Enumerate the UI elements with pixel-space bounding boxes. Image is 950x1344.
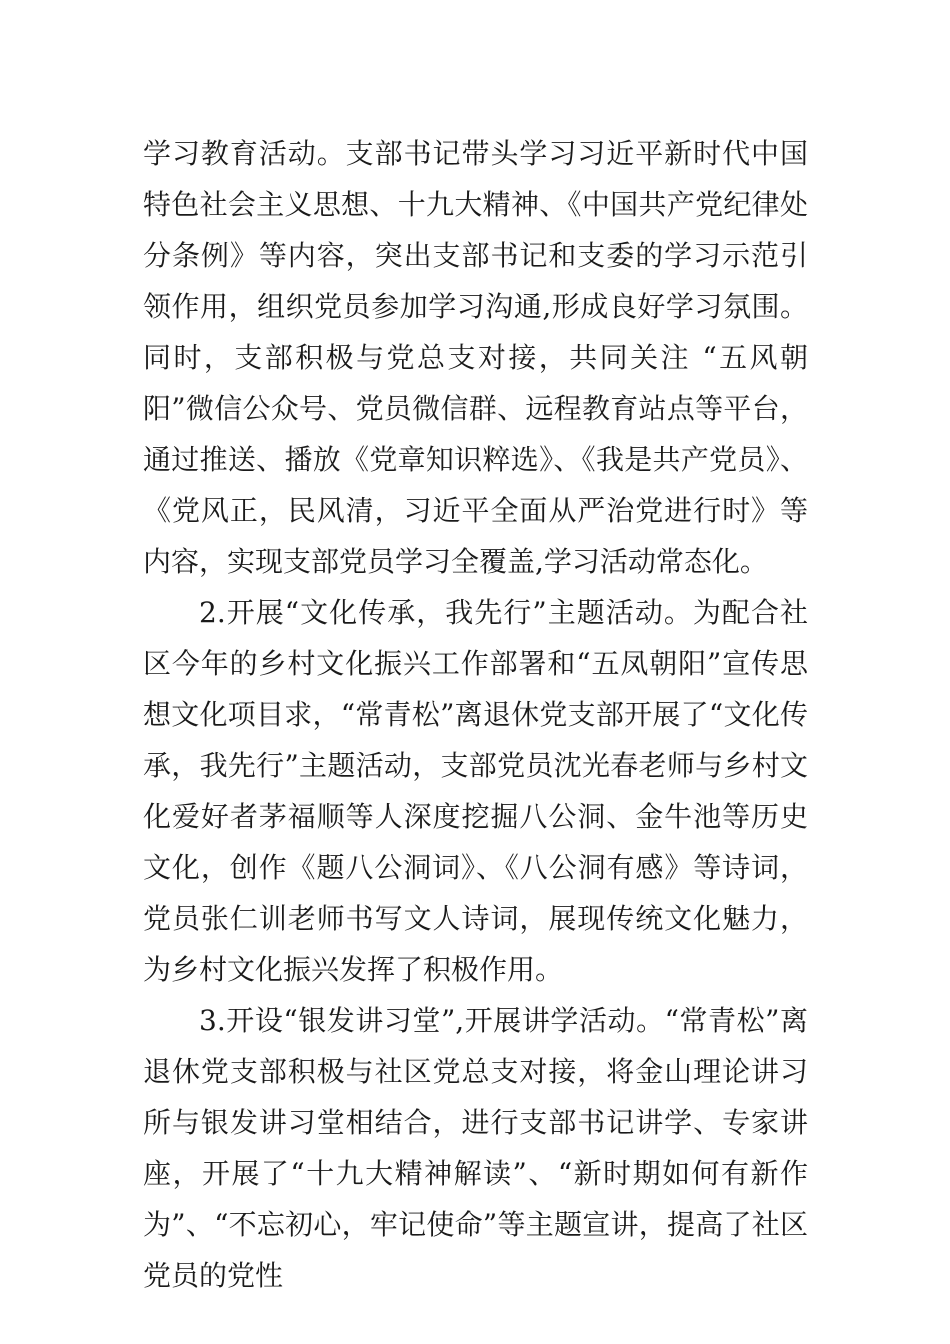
paragraph-silver-lecture-hall: 3.开设“银发讲习堂”,开展讲学活动。“常青松”离退休党支部积极与社区党总支对接，将金山理论讲习所与银发讲习堂相结合，进行支部书记讲学、专家讲座，开展了“十九大精神解读”、“新时期如何有新作为”、“不忘初心，牢记使命”等主题宣讲，提高了社区党员的党性 (143, 1004, 808, 1292)
paragraph-culture-heritage: 2.开展“文化传承，我先行”主题活动。为配合社区今年的乡村文化振兴工作部署和“五凤朝阳”宣传思想文化项目求，“常青松”离退休党支部开展了“文化传承，我先行”主题活动，支部党员沈光春老师与乡村文化爱好者茅福顺等人深度挖掘八公洞、金牛池等历史文化，创作《题八公洞词》、《八公洞有感》等诗词，党员张仁训老师书写文人诗词，展现传统文化魅力，为乡村文化振兴发挥了积极作用。 (143, 596, 808, 986)
paragraph-study-activities: 学习教育活动。支部书记带头学习习近平新时代中国特色社会主义思想、十九大精神、《中国共产党纪律处分条例》等内容，突出支部书记和支委的学习示范引领作用，组织党员参加学习沟通,形成良好学习氛围。同时，支部积极与党总支对接，共同关注 “五风朝阳”微信公众号、党员微信群、远程教育站点等平台，通过推送、播放《党章知识粹选》、《我是共产党员》、《党风正，民风清，习近平全面从严治党进行时》等内容，实现支部党员学习全覆盖,学习活动常态化。 (143, 137, 808, 578)
document-page (143, 128, 808, 1301)
